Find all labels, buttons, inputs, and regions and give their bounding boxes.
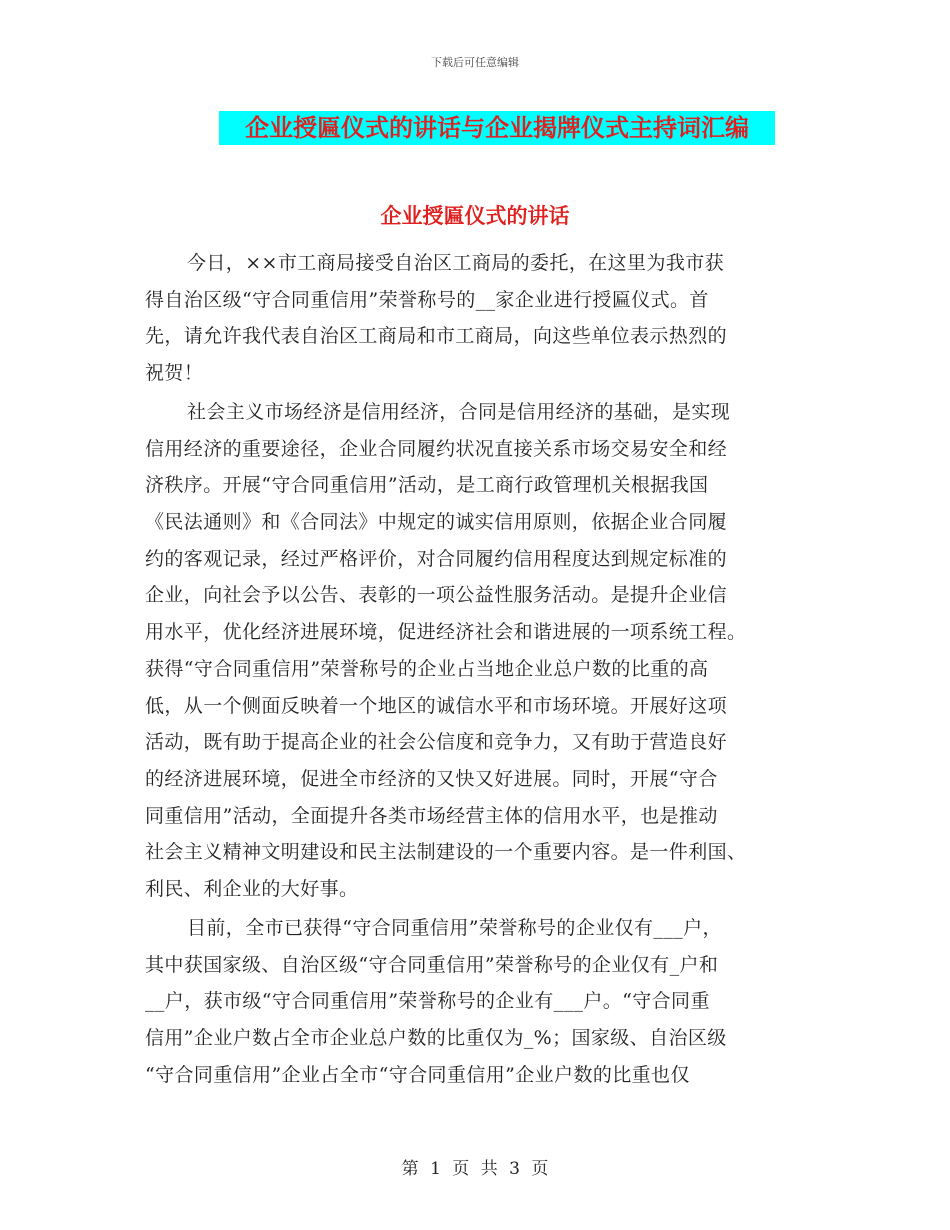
paragraph-line: 的经济进展环境，促进全市经济的又快又好进展。同时，开展“守合 (145, 767, 718, 790)
paragraph-line: 获得“守合同重信用”荣誉称号的企业占当地企业总户数的比重的高 (145, 657, 709, 680)
paragraph-line: 祝贺！ (145, 362, 204, 385)
section-title: 企业授匾仪式的讲话 (380, 204, 570, 228)
document-main-title: 企业授匾仪式的讲话与企业揭牌仪式主持词汇编 (219, 111, 775, 145)
paragraph-3 (145, 910, 810, 1093)
paragraph-line: 约的客观记录，经过严格评价，对合同履约信用程度达到规定标准的 (145, 547, 728, 570)
paragraph-line: 济秩序。开展“守合同重信用”活动，是工商行政管理机关根据我国 (145, 474, 709, 497)
paragraph-line: 得自治区级“守合同重信用”荣誉称号的__家企业进行授匾仪式。首 (145, 288, 709, 311)
page-number-footer: 第 1 页 共 3 页 (401, 1159, 549, 1179)
paragraph-line: 社会主义市场经济是信用经济，合同是信用经济的基础，是实现 (187, 401, 731, 423)
paragraph-line: 信用”企业户数占全市企业总户数的比重仅为_%；国家级、自治区级 (145, 1027, 727, 1050)
paragraph-line: 信用经济的重要途径，企业合同履约状况直接关系市场交易安全和经 (145, 437, 728, 460)
paragraph-line: 其中获国家级、自治区级“守合同重信用”荣誉称号的企业仅有_户和 (145, 953, 719, 976)
paragraph-line: 今日，××市工商局接受自治区工商局的委托，在这里为我市获 (187, 252, 725, 274)
paragraph-line: 用水平，优化经济进展环境，促进经济社会和谐进展的一项系统工程。 (145, 621, 747, 644)
paragraph-1 (145, 245, 810, 392)
paragraph-line: 低，从一个侧面反映着一个地区的诚信水平和市场环境。开展好这项 (145, 694, 728, 717)
paragraph-line: 先，请允许我代表自治区工商局和市工商局，向这些单位表示热烈的 (145, 325, 728, 348)
paragraph-line: 目前，全市已获得“守合同重信用”荣誉称号的企业仅有___户， (187, 917, 722, 939)
paragraph-line: 企业，向社会予以公告、表彰的一项公益性服务活动。是提升企业信 (145, 584, 728, 607)
paragraph-line: 社会主义精神文明建设和民主法制建设的一个重要内容。是一件利国、 (145, 841, 747, 864)
header-note: 下载后可任意编辑 (431, 56, 519, 69)
paragraph-line: 《民法通则》和《合同法》中规定的诚实信用原则，依据企业合同履 (145, 511, 728, 534)
paragraph-line: “守合同重信用”企业占全市“守合同重信用”企业户数的比重也仅 (145, 1063, 690, 1086)
paragraph-line: __户，获市级“守合同重信用”荣誉称号的企业有___户。“守合同重 (145, 990, 710, 1013)
paragraph-line: 活动，既有助于提高企业的社会公信度和竞争力，又有助于营造良好 (145, 731, 728, 754)
paragraph-line: 利民、利企业的大好事。 (145, 877, 359, 900)
paragraph-2 (145, 394, 810, 908)
paragraph-line: 同重信用”活动，全面提升各类市场经营主体的信用水平，也是推动 (145, 804, 718, 827)
